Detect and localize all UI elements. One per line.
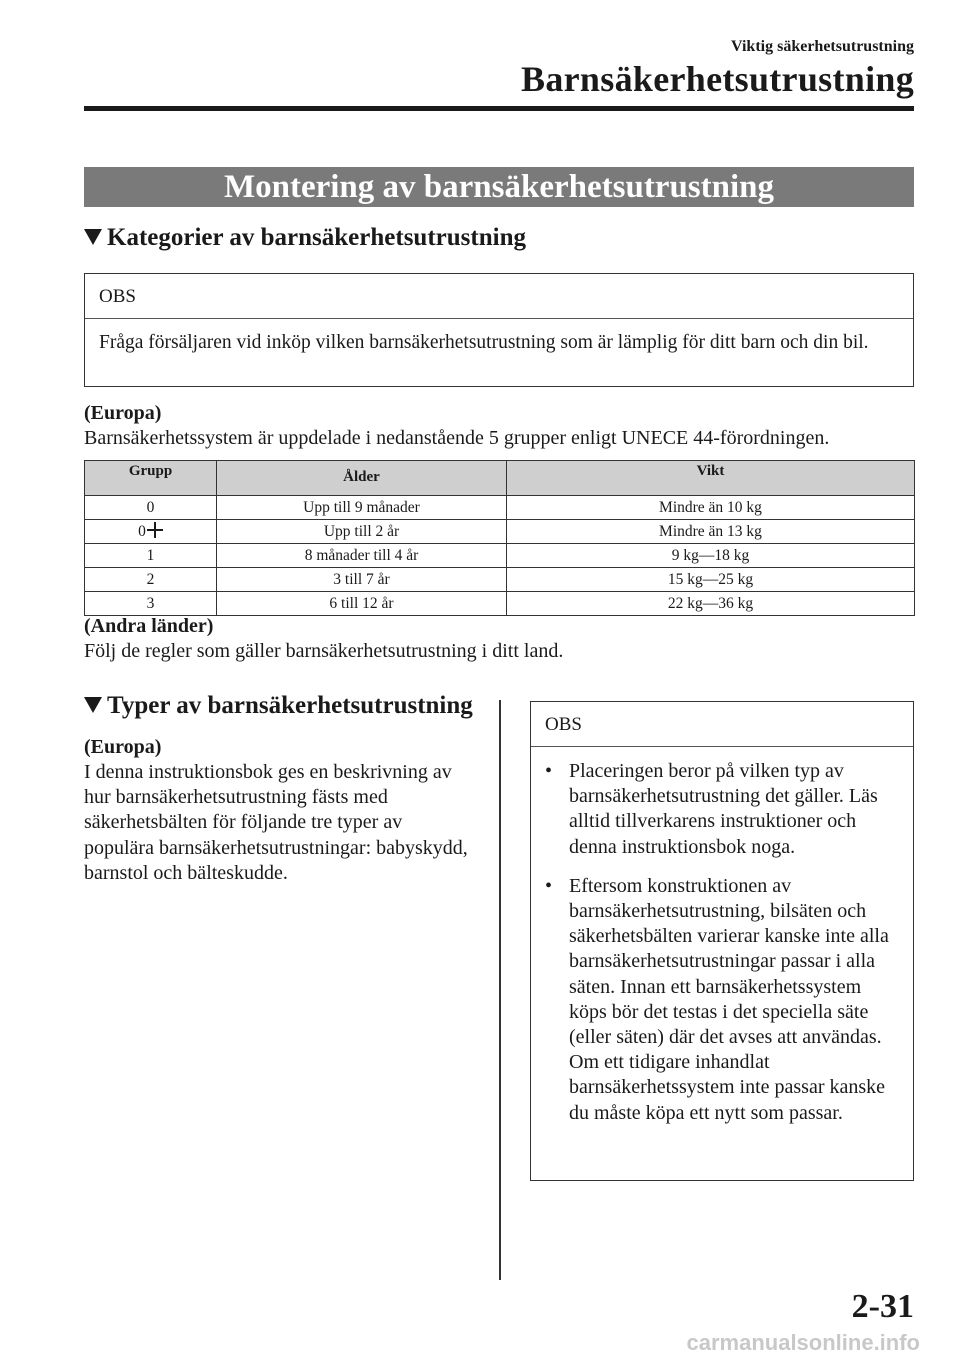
- table-row: [85, 496, 915, 520]
- table-row: [85, 520, 915, 544]
- table-header-age: Ålder: [217, 461, 507, 496]
- triangle-down-icon: [84, 697, 102, 713]
- obs-box-2: [530, 701, 914, 1181]
- table-cell: 6 till 12 år: [217, 592, 507, 616]
- table-header-group: Grupp: [85, 461, 217, 496]
- header-rule: [84, 106, 914, 111]
- table-cell: 9 kg—18 kg: [507, 544, 915, 568]
- table-row: [85, 568, 915, 592]
- heading-categories: [84, 224, 526, 252]
- chapter-title: Viktig säkerhetsutrustning: [731, 38, 914, 55]
- table-cell-text: 0: [138, 522, 146, 540]
- section-title: Barnsäkerhetsutrustning: [521, 59, 914, 99]
- europe-text-1: Barnsäkerhetssystem är uppdelade i nedanstående 5 grupper enligt UNECE 44-förordningen.: [84, 427, 830, 449]
- banner-title: Montering av barnsäkerhetsutrustning: [84, 167, 914, 207]
- heading-types-text: Typer av barnsäkerhetsutrustning: [107, 692, 473, 719]
- table-cell: 3 till 7 år: [217, 568, 507, 592]
- obs-bullet-list: [543, 759, 899, 1126]
- table-cell: [85, 520, 217, 544]
- plus-icon: [147, 522, 163, 538]
- europe-label-1: (Europa): [84, 402, 162, 424]
- table-cell: 0: [85, 496, 217, 520]
- table-cell: Mindre än 10 kg: [507, 496, 915, 520]
- heading-categories-text: Kategorier av barnsäkerhetsutrustning: [107, 224, 526, 251]
- table-cell: 8 månader till 4 år: [217, 544, 507, 568]
- triangle-down-icon: [84, 229, 102, 245]
- list-item: • Placeringen beror på vilken typ av barnsäkerhetsutrustning det gäller. Läs alltid tillverkarens instruktioner och denna instruktionsbok noga.: [543, 759, 899, 860]
- table-header-row: [85, 461, 915, 496]
- table-cell: 2: [85, 568, 217, 592]
- table-row: [85, 544, 915, 568]
- table-cell: 22 kg—36 kg: [507, 592, 915, 616]
- table-row: [85, 592, 915, 616]
- watermark: carmanualsonline.info: [686, 1330, 920, 1355]
- table-cell: 1: [85, 544, 217, 568]
- europe-text-2: I denna instruktionsbok ges en beskrivning av hur barnsäkerhetsutrustning fästs med säkerhetsbälten för följande tre typer av populära barnsäkerhetsutrustningar: babyskydd, barnstol och bälteskudde.: [84, 761, 468, 884]
- table-cell: Mindre än 13 kg: [507, 520, 915, 544]
- table-cell: Upp till 2 år: [217, 520, 507, 544]
- table-header-weight: Vikt: [507, 461, 915, 496]
- obs-text: Fråga försäljaren vid inköp vilken barnsäkerhetsutrustning som är lämplig för ditt barn och din bil.: [99, 332, 869, 353]
- heading-types: [84, 692, 473, 720]
- group-table: [84, 460, 915, 616]
- other-countries-label: (Andra länder): [84, 615, 214, 637]
- page-number: 2-31: [851, 1288, 914, 1325]
- obs-title: OBS: [531, 702, 913, 747]
- table-cell: 3: [85, 592, 217, 616]
- column-divider: [499, 700, 501, 1280]
- table-cell: 15 kg—25 kg: [507, 568, 915, 592]
- obs-box-1: [84, 273, 914, 387]
- list-item: • Eftersom konstruktionen av barnsäkerhetsutrustning, bilsäten och säkerhetsbälten varierar kanske inte alla barnsäkerhetsutrustningar passar i alla säten. Innan ett barnsäkerhetssystem köps bör det testas i det speciella säte (eller säten) där det avses att användas. Om ett tidigare inhandlat barnsäkerhetssystem inte passar kanske du måste köpa ett nytt som passar.: [543, 874, 899, 1126]
- obs-title: OBS: [85, 274, 913, 319]
- table-cell: Upp till 9 månader: [217, 496, 507, 520]
- other-countries-text: Följ de regler som gäller barnsäkerhetsutrustning i ditt land.: [84, 640, 564, 662]
- europe-label-2: (Europa): [84, 736, 162, 758]
